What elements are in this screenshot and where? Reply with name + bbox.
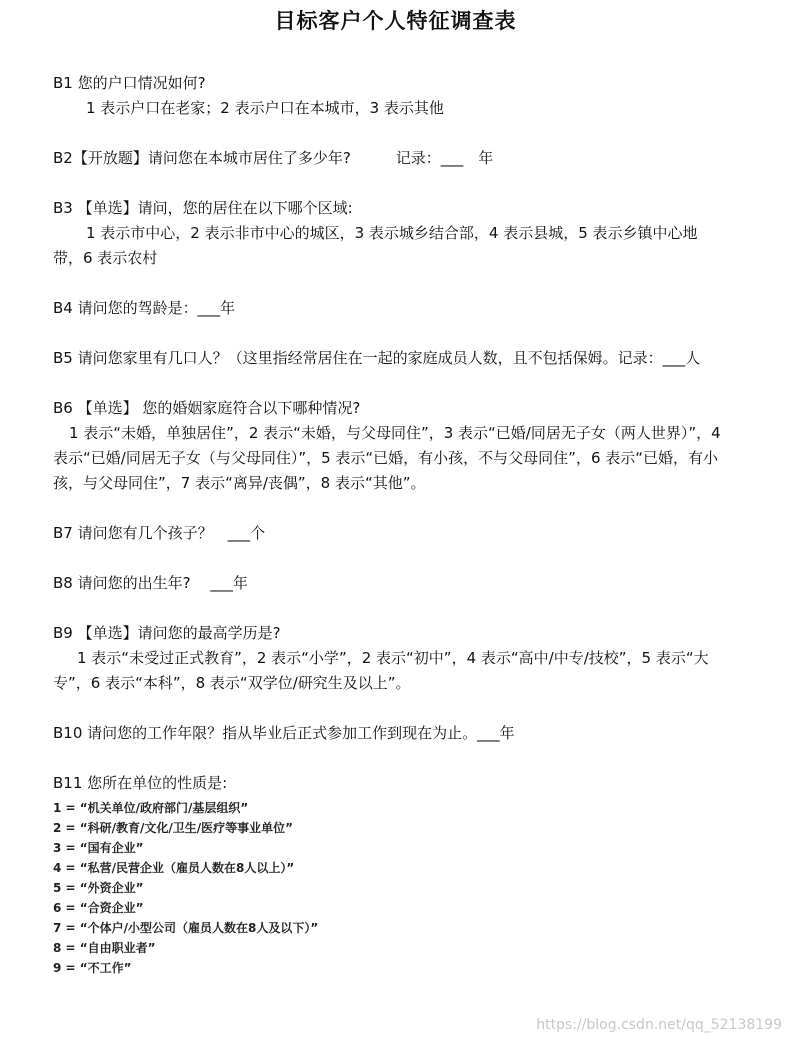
question-b11-options	[53, 798, 721, 978]
question-b10	[53, 721, 721, 746]
question-b5-text: B5 请问您家里有几口人？（这里指经常居住在一起的家庭成员人数，且不包括保姆。记录：___人	[53, 349, 701, 367]
list-item: 3 = “国有企业”	[53, 841, 144, 855]
question-b6-options: 1 表示“未婚，单独居住”，2 表示“未婚，与父母同住”，3 表示“已婚/同居无子女（两人世界）”，4 表示“已婚/同居无子女（与父母同住）”，5 表示“已婚，有小孩，不与父母同住”，6 表示“已婚，有小孩，与父母同住”，7 表示“离异/丧偶”，8 表示“其他”。	[53, 424, 721, 492]
list-item: 7 = “个体户/小型公司（雇员人数在8人及以下）”	[53, 921, 319, 935]
question-b1	[53, 71, 721, 121]
question-b1-text: B1 您的户口情况如何?	[53, 74, 206, 92]
question-b3-text: B3 【单选】请问，您的居住在以下哪个区域:	[53, 199, 353, 217]
list-item: 2 = “科研/教育/文化/卫生/医疗等事业单位”	[53, 821, 294, 835]
question-b9-options: 1 表示“未受过正式教育”，2 表示“小学”，2 表示“初中”，4 表示“高中/中专/技校”，5 表示“大专”，6 表示“本科”，8 表示“双学位/研究生及以上”。	[53, 649, 709, 692]
list-item: 9 = “不工作”	[53, 961, 132, 975]
questionnaire-body	[53, 71, 721, 990]
question-b6	[53, 396, 721, 496]
question-b7	[53, 521, 721, 546]
question-b3	[53, 196, 721, 271]
question-b4-text: B4 请问您的驾龄是：___年	[53, 299, 236, 317]
question-b9	[53, 621, 721, 696]
question-b8-text: B8 请问您的出生年? ___年	[53, 574, 248, 592]
watermark-url: https://blog.csdn.net/qq_52138199	[536, 1017, 782, 1033]
question-b2	[53, 146, 721, 171]
question-b11	[53, 771, 721, 978]
page-title: 目标客户个人特征调查表	[274, 9, 517, 33]
list-item: 4 = “私营/民营企业（雇员人数在8人以上）”	[53, 861, 295, 875]
question-b11-text: B11 您所在单位的性质是:	[53, 774, 228, 792]
question-b7-text: B7 请问您有几个孩子？ ___个	[53, 524, 266, 542]
question-b5	[53, 346, 721, 371]
question-b9-text: B9 【单选】请问您的最高学历是?	[53, 624, 281, 642]
list-item: 5 = “外资企业”	[53, 881, 144, 895]
question-b8	[53, 571, 721, 596]
question-b6-text: B6 【单选】 您的婚姻家庭符合以下哪种情况?	[53, 399, 361, 417]
list-item: 8 = “自由职业者”	[53, 941, 156, 955]
list-item: 6 = “合资企业”	[53, 901, 144, 915]
question-b10-text: B10 请问您的工作年限？指从毕业后正式参加工作到现在为止。___年	[53, 724, 515, 742]
question-b4	[53, 296, 721, 321]
question-b1-options: 1 表示户口在老家；2 表示户口在本城市，3 表示其他	[86, 99, 444, 117]
question-b3-options: 1 表示市中心，2 表示非市中心的城区，3 表示城乡结合部，4 表示县城，5 表示乡镇中心地带，6 表示农村	[53, 224, 698, 267]
question-b2-text: B2【开放题】请问您在本城市居住了多少年? 记录：___ 年	[53, 149, 494, 167]
list-item: 1 = “机关单位/政府部门/基层组织”	[53, 801, 249, 815]
